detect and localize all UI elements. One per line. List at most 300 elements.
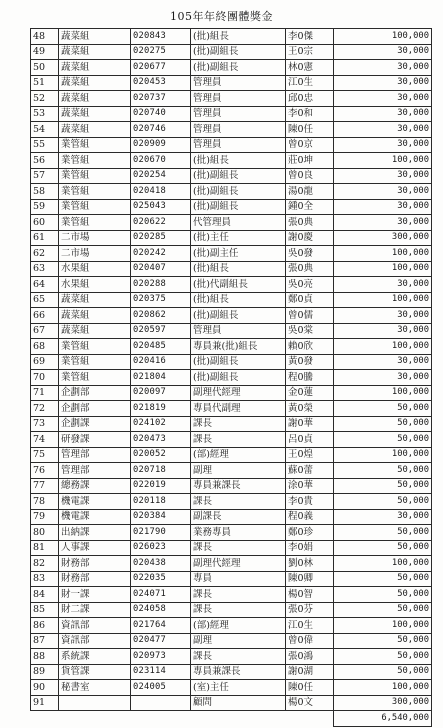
row-number: 75 — [31, 447, 59, 463]
total-row — [31, 711, 432, 727]
table-row — [31, 385, 432, 401]
employee-code-cell: 026023 — [131, 540, 191, 556]
department-cell: 業管組 — [59, 184, 131, 200]
employee-code-cell: 020118 — [131, 494, 191, 510]
bonus-amount-cell: 100,000 — [334, 339, 432, 355]
job-title-cell: 課長 — [191, 432, 286, 448]
bonus-amount-cell: 30,000 — [334, 137, 432, 153]
bonus-amount-cell: 100,000 — [334, 153, 432, 169]
department-cell: 業管組 — [59, 199, 131, 215]
job-title-cell: (批)主任 — [191, 230, 286, 246]
job-title-cell: (批)組長 — [191, 261, 286, 277]
employee-name-cell: 陳0任 — [286, 680, 334, 696]
employee-code-cell: 020473 — [131, 432, 191, 448]
employee-code-cell: 021790 — [131, 525, 191, 541]
employee-name-cell: 張0典 — [286, 261, 334, 277]
job-title-cell: (批)副組長 — [191, 354, 286, 370]
job-title-cell: 副理 — [191, 463, 286, 479]
employee-code-cell: 020254 — [131, 168, 191, 184]
row-number: 53 — [31, 106, 59, 122]
bonus-amount-cell: 100,000 — [334, 385, 432, 401]
department-cell: 業管組 — [59, 168, 131, 184]
bonus-amount-cell: 30,000 — [334, 106, 432, 122]
bonus-amount-cell: 50,000 — [334, 633, 432, 649]
department-cell: 業管組 — [59, 153, 131, 169]
department-cell: 總務課 — [59, 478, 131, 494]
department-cell: 人事課 — [59, 540, 131, 556]
employee-name-cell: 李0貴 — [286, 494, 334, 510]
job-title-cell: (部)經理 — [191, 618, 286, 634]
row-number: 73 — [31, 416, 59, 432]
employee-code-cell: 020485 — [131, 339, 191, 355]
table-row — [31, 137, 432, 153]
employee-name-cell: 程0騰 — [286, 370, 334, 386]
table-row — [31, 122, 432, 138]
bonus-amount-cell: 100,000 — [334, 680, 432, 696]
row-number: 72 — [31, 401, 59, 417]
bonus-table — [30, 28, 432, 727]
employee-code-cell: 020737 — [131, 91, 191, 107]
employee-code-cell: 021804 — [131, 370, 191, 386]
bonus-amount-cell: 50,000 — [334, 664, 432, 680]
job-title-cell: (批)組長 — [191, 29, 286, 45]
bonus-amount-cell: 300,000 — [334, 695, 432, 711]
total-blank-cell — [286, 711, 334, 727]
row-number: 87 — [31, 633, 59, 649]
job-title-cell: 管理員 — [191, 122, 286, 138]
job-title-cell: 代管理員 — [191, 215, 286, 231]
job-title-cell: 課長 — [191, 587, 286, 603]
job-title-cell: 管理員 — [191, 323, 286, 339]
employee-code-cell: 020097 — [131, 385, 191, 401]
employee-code-cell: 020384 — [131, 509, 191, 525]
job-title-cell: 副課長 — [191, 509, 286, 525]
bonus-amount-cell: 100,000 — [334, 556, 432, 572]
row-number: 65 — [31, 292, 59, 308]
total-blank-cell — [31, 711, 59, 727]
document-title: 105年年終團體獎金 — [170, 10, 273, 23]
employee-code-cell: 021764 — [131, 618, 191, 634]
department-cell: 機電課 — [59, 509, 131, 525]
table-row — [31, 602, 432, 618]
bonus-amount-cell: 50,000 — [334, 649, 432, 665]
job-title-cell: 課長 — [191, 416, 286, 432]
job-title-cell: (批)組長 — [191, 292, 286, 308]
job-title-cell: 專員兼(批)組長 — [191, 339, 286, 355]
row-number: 66 — [31, 308, 59, 324]
row-number: 55 — [31, 137, 59, 153]
bonus-amount-cell: 100,000 — [334, 618, 432, 634]
bonus-amount-cell: 50,000 — [334, 401, 432, 417]
employee-name-cell: 蘇0蕾 — [286, 463, 334, 479]
table-row — [31, 618, 432, 634]
employee-code-cell: 020597 — [131, 323, 191, 339]
job-title-cell: 管理員 — [191, 137, 286, 153]
bonus-amount-cell: 30,000 — [334, 91, 432, 107]
table-row — [31, 308, 432, 324]
employee-name-cell: 陳0任 — [286, 122, 334, 138]
row-number: 63 — [31, 261, 59, 277]
table-row — [31, 29, 432, 45]
job-title-cell: (批)組長 — [191, 153, 286, 169]
employee-code-cell: 020909 — [131, 137, 191, 153]
employee-name-cell: 謝0華 — [286, 416, 334, 432]
table-row — [31, 153, 432, 169]
row-number: 78 — [31, 494, 59, 510]
table-row — [31, 199, 432, 215]
department-cell: 蔬菜組 — [59, 44, 131, 60]
employee-code-cell: 020862 — [131, 308, 191, 324]
row-number: 67 — [31, 323, 59, 339]
employee-name-cell: 邱0忠 — [286, 91, 334, 107]
employee-name-cell: 莊0坤 — [286, 153, 334, 169]
employee-name-cell: 李0和 — [286, 106, 334, 122]
job-title-cell: (批)副組長 — [191, 168, 286, 184]
table-row — [31, 215, 432, 231]
table-row — [31, 571, 432, 587]
job-title-cell: 專員兼課長 — [191, 664, 286, 680]
bonus-amount-cell: 30,000 — [334, 168, 432, 184]
bonus-amount-cell: 30,000 — [334, 122, 432, 138]
table-row — [31, 184, 432, 200]
department-cell: 機電課 — [59, 494, 131, 510]
employee-name-cell: 吳0亮 — [286, 277, 334, 293]
bonus-amount-cell: 100,000 — [334, 261, 432, 277]
employee-name-cell: 林0憲 — [286, 60, 334, 76]
employee-name-cell: 鄭0珍 — [286, 525, 334, 541]
employee-code-cell: 020242 — [131, 246, 191, 262]
row-number: 90 — [31, 680, 59, 696]
row-number: 48 — [31, 29, 59, 45]
row-number: 51 — [31, 75, 59, 91]
employee-code-cell: 020275 — [131, 44, 191, 60]
employee-name-cell: 江0生 — [286, 75, 334, 91]
table-row — [31, 401, 432, 417]
employee-code-cell: 024005 — [131, 680, 191, 696]
employee-name-cell: 張0芬 — [286, 602, 334, 618]
table-row — [31, 277, 432, 293]
department-cell: 蔬菜組 — [59, 75, 131, 91]
bonus-amount-cell: 100,000 — [334, 246, 432, 262]
row-number: 85 — [31, 602, 59, 618]
total-blank-cell — [59, 711, 131, 727]
department-cell: 管理部 — [59, 447, 131, 463]
table-row — [31, 323, 432, 339]
job-title-cell: 顧問 — [191, 695, 286, 711]
department-cell: 蔬菜組 — [59, 122, 131, 138]
bonus-amount-cell: 100,000 — [334, 447, 432, 463]
employee-code-cell: 020477 — [131, 633, 191, 649]
job-title-cell: (室)主任 — [191, 680, 286, 696]
bonus-amount-cell: 30,000 — [334, 277, 432, 293]
table-row — [31, 230, 432, 246]
employee-name-cell: 鄭0貞 — [286, 292, 334, 308]
table-row — [31, 447, 432, 463]
row-number: 84 — [31, 587, 59, 603]
job-title-cell: 副理 — [191, 633, 286, 649]
employee-name-cell: 謝0慶 — [286, 230, 334, 246]
table-row — [31, 261, 432, 277]
department-cell: 業管組 — [59, 137, 131, 153]
row-number: 49 — [31, 44, 59, 60]
job-title-cell: 專員 — [191, 571, 286, 587]
employee-name-cell: 曾0偉 — [286, 633, 334, 649]
department-cell: 二市場 — [59, 246, 131, 262]
employee-name-cell: 江0生 — [286, 618, 334, 634]
department-cell: 蔬菜組 — [59, 91, 131, 107]
row-number: 59 — [31, 199, 59, 215]
department-cell: 財務部 — [59, 571, 131, 587]
row-number: 61 — [31, 230, 59, 246]
table-row — [31, 478, 432, 494]
employee-code-cell — [131, 695, 191, 711]
employee-code-cell: 020677 — [131, 60, 191, 76]
employee-name-cell: 張0鴻 — [286, 649, 334, 665]
job-title-cell: 課長 — [191, 649, 286, 665]
row-number: 86 — [31, 618, 59, 634]
employee-code-cell: 025043 — [131, 199, 191, 215]
row-number: 70 — [31, 370, 59, 386]
table-row — [31, 695, 432, 711]
total-blank-cell — [131, 711, 191, 727]
table-row — [31, 370, 432, 386]
row-number: 71 — [31, 385, 59, 401]
employee-code-cell: 020416 — [131, 354, 191, 370]
employee-code-cell: 020622 — [131, 215, 191, 231]
row-number: 81 — [31, 540, 59, 556]
total-blank-cell — [191, 711, 286, 727]
employee-code-cell: 020746 — [131, 122, 191, 138]
department-cell: 研發課 — [59, 432, 131, 448]
department-cell: 水果組 — [59, 261, 131, 277]
row-number: 82 — [31, 556, 59, 572]
table-row — [31, 649, 432, 665]
job-title-cell: 管理員 — [191, 106, 286, 122]
employee-code-cell: 024102 — [131, 416, 191, 432]
bonus-amount-cell: 100,000 — [334, 292, 432, 308]
employee-name-cell: 吳0棠 — [286, 323, 334, 339]
employee-name-cell: 程0義 — [286, 509, 334, 525]
department-cell: 業管組 — [59, 354, 131, 370]
department-cell: 企劃部 — [59, 401, 131, 417]
job-title-cell: (批)副組長 — [191, 370, 286, 386]
table-row — [31, 556, 432, 572]
employee-name-cell: 曾0京 — [286, 137, 334, 153]
table-row — [31, 432, 432, 448]
employee-code-cell: 020973 — [131, 649, 191, 665]
bonus-amount-cell: 30,000 — [334, 199, 432, 215]
bonus-amount-cell: 30,000 — [334, 370, 432, 386]
bonus-amount-cell: 30,000 — [334, 215, 432, 231]
employee-name-cell: 張0典 — [286, 215, 334, 231]
table-row — [31, 339, 432, 355]
job-title-cell: 管理員 — [191, 75, 286, 91]
employee-code-cell: 021819 — [131, 401, 191, 417]
job-title-cell: 管理員 — [191, 91, 286, 107]
table-row — [31, 587, 432, 603]
job-title-cell: 業務專員 — [191, 525, 286, 541]
row-number: 91 — [31, 695, 59, 711]
employee-name-cell: 吳0發 — [286, 246, 334, 262]
employee-name-cell: 謝0湖 — [286, 664, 334, 680]
employee-name-cell: 黃0發 — [286, 354, 334, 370]
job-title-cell: (部)經理 — [191, 447, 286, 463]
table-row — [31, 292, 432, 308]
table-row — [31, 633, 432, 649]
job-title-cell: 副理代經理 — [191, 556, 286, 572]
job-title-cell: 課長 — [191, 602, 286, 618]
bonus-amount-cell: 50,000 — [334, 540, 432, 556]
employee-name-cell: 涂0華 — [286, 478, 334, 494]
bonus-amount-cell: 50,000 — [334, 602, 432, 618]
employee-code-cell: 020843 — [131, 29, 191, 45]
table-row — [31, 106, 432, 122]
department-cell: 蔬菜組 — [59, 60, 131, 76]
row-number: 52 — [31, 91, 59, 107]
department-cell: 業管組 — [59, 370, 131, 386]
total-amount-cell: 6,540,000 — [334, 711, 432, 727]
department-cell: 財二課 — [59, 602, 131, 618]
department-cell: 貨管課 — [59, 664, 131, 680]
table-row — [31, 75, 432, 91]
employee-name-cell: 曾0良 — [286, 168, 334, 184]
row-number: 80 — [31, 525, 59, 541]
employee-code-cell: 020438 — [131, 556, 191, 572]
table-row — [31, 168, 432, 184]
employee-name-cell: 李0娟 — [286, 540, 334, 556]
employee-name-cell: 鍾0全 — [286, 199, 334, 215]
department-cell — [59, 695, 131, 711]
department-cell: 資訊部 — [59, 618, 131, 634]
employee-code-cell: 024071 — [131, 587, 191, 603]
employee-name-cell: 陳0卿 — [286, 571, 334, 587]
row-number: 68 — [31, 339, 59, 355]
job-title-cell: (批)副組長 — [191, 199, 286, 215]
job-title-cell: 專員兼課長 — [191, 478, 286, 494]
department-cell: 蔬菜組 — [59, 308, 131, 324]
table-row — [31, 44, 432, 60]
table-row — [31, 60, 432, 76]
employee-code-cell: 020407 — [131, 261, 191, 277]
row-number: 54 — [31, 122, 59, 138]
bonus-amount-cell: 100,000 — [334, 29, 432, 45]
bonus-amount-cell: 30,000 — [334, 308, 432, 324]
employee-code-cell: 022035 — [131, 571, 191, 587]
bonus-amount-cell: 30,000 — [334, 509, 432, 525]
employee-name-cell: 楊0文 — [286, 695, 334, 711]
table-row — [31, 463, 432, 479]
department-cell: 系統課 — [59, 649, 131, 665]
employee-name-cell: 王0宗 — [286, 44, 334, 60]
row-number: 83 — [31, 571, 59, 587]
department-cell: 企劃部 — [59, 385, 131, 401]
employee-code-cell: 020285 — [131, 230, 191, 246]
job-title-cell: 課長 — [191, 540, 286, 556]
employee-code-cell: 020418 — [131, 184, 191, 200]
job-title-cell: (批)副組長 — [191, 308, 286, 324]
job-title-cell: (批)代副組長 — [191, 277, 286, 293]
job-title-cell: 課長 — [191, 494, 286, 510]
employee-name-cell: 賴0欣 — [286, 339, 334, 355]
department-cell: 蔬菜組 — [59, 29, 131, 45]
department-cell: 出納課 — [59, 525, 131, 541]
row-number: 62 — [31, 246, 59, 262]
department-cell: 蔬菜組 — [59, 292, 131, 308]
row-number: 50 — [31, 60, 59, 76]
bonus-amount-cell: 50,000 — [334, 494, 432, 510]
table-row — [31, 664, 432, 680]
employee-code-cell: 020740 — [131, 106, 191, 122]
department-cell: 企劃課 — [59, 416, 131, 432]
table-row — [31, 509, 432, 525]
table-row — [31, 525, 432, 541]
row-number: 69 — [31, 354, 59, 370]
employee-code-cell: 020453 — [131, 75, 191, 91]
job-title-cell: (批)副主任 — [191, 246, 286, 262]
employee-name-cell: 李0傑 — [286, 29, 334, 45]
row-number: 89 — [31, 664, 59, 680]
bonus-amount-cell: 50,000 — [334, 571, 432, 587]
row-number: 64 — [31, 277, 59, 293]
employee-name-cell: 王0煌 — [286, 447, 334, 463]
job-title-cell: (批)副組長 — [191, 44, 286, 60]
row-number: 77 — [31, 478, 59, 494]
row-number: 60 — [31, 215, 59, 231]
table-row — [31, 246, 432, 262]
table-row — [31, 494, 432, 510]
employee-code-cell: 023114 — [131, 664, 191, 680]
job-title-cell: (批)副組長 — [191, 60, 286, 76]
employee-code-cell: 020670 — [131, 153, 191, 169]
employee-name-cell: 黃0榮 — [286, 401, 334, 417]
table-row — [31, 680, 432, 696]
row-number: 76 — [31, 463, 59, 479]
bonus-amount-cell: 50,000 — [334, 463, 432, 479]
table-row — [31, 91, 432, 107]
row-number: 57 — [31, 168, 59, 184]
department-cell: 秘書室 — [59, 680, 131, 696]
employee-name-cell: 曾0儒 — [286, 308, 334, 324]
department-cell: 水果組 — [59, 277, 131, 293]
bonus-amount-cell: 50,000 — [334, 587, 432, 603]
row-number: 58 — [31, 184, 59, 200]
bonus-amount-cell: 50,000 — [334, 416, 432, 432]
department-cell: 管理部 — [59, 463, 131, 479]
employee-name-cell: 楊0智 — [286, 587, 334, 603]
table-row — [31, 416, 432, 432]
department-cell: 蔬菜組 — [59, 323, 131, 339]
bonus-amount-cell: 30,000 — [334, 75, 432, 91]
bonus-amount-cell: 30,000 — [334, 323, 432, 339]
job-title-cell: (批)副組長 — [191, 184, 286, 200]
department-cell: 財一課 — [59, 587, 131, 603]
department-cell: 業管組 — [59, 339, 131, 355]
employee-code-cell: 020288 — [131, 277, 191, 293]
table-row — [31, 354, 432, 370]
bonus-amount-cell: 30,000 — [334, 354, 432, 370]
bonus-amount-cell: 50,000 — [334, 478, 432, 494]
table-row — [31, 540, 432, 556]
row-number: 56 — [31, 153, 59, 169]
row-number: 88 — [31, 649, 59, 665]
row-number: 74 — [31, 432, 59, 448]
bonus-amount-cell: 50,000 — [334, 432, 432, 448]
table-body — [31, 29, 432, 727]
employee-code-cell: 020052 — [131, 447, 191, 463]
employee-code-cell: 020375 — [131, 292, 191, 308]
department-cell: 財務部 — [59, 556, 131, 572]
employee-code-cell: 024058 — [131, 602, 191, 618]
